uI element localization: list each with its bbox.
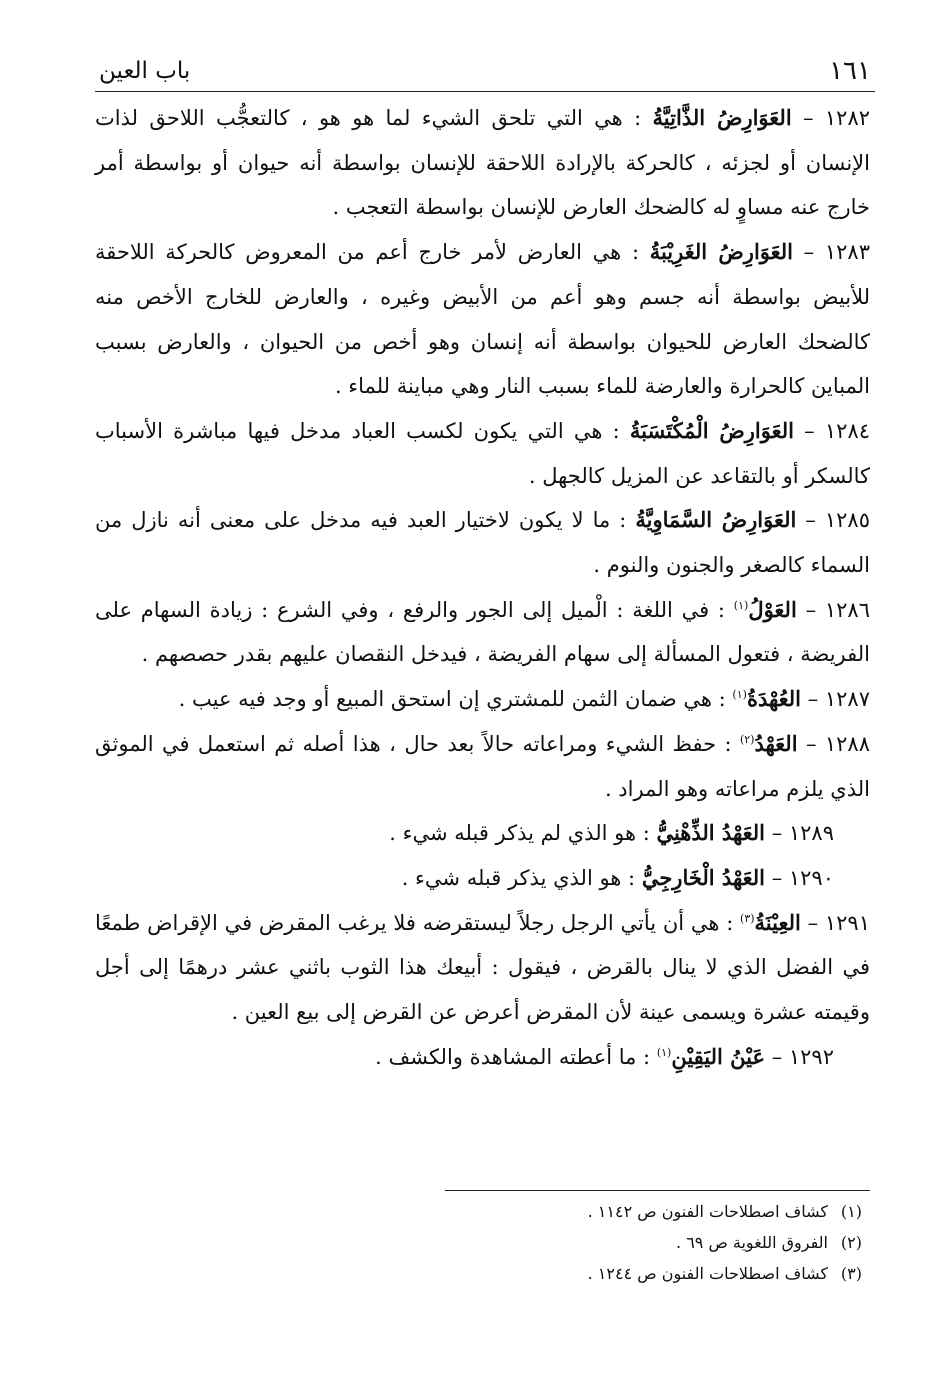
entry-number: ١٢٩١	[824, 910, 870, 935]
footnote-mark: (٢)	[840, 1233, 862, 1252]
entry-term: العَوَارِضُ الذَّاتِيَّةُ	[652, 105, 792, 130]
entry-term: عَيْنُ اليَقِيْنِ	[671, 1043, 766, 1069]
entry-definition: : هو الذي لم يذكر قبله شيء .	[389, 821, 657, 846]
entry-1291: ١٢٩١ – العِيْنَةُ$^{(٣)}$ : هي أن يأتي الرجل رجلاً ليستقرضه فلا يرغب المقرض في الإقراض طمعًا في الفضل الذي لا ينال بالقرض ، فيقول : أبيعك هذا الثوب باثني عشر درهمًا إلى أجل وقيمته عشرة ويسمى عينة لأن المقرض أعرض عن القرض إلى بيع العين .	[95, 909, 870, 1025]
entry-definition: : هي العارض لأمر خارج أعم من المعروض كالحركة اللاحقة للأبيض بواسطة أنه جسم وهو أعم من الأبيض وغيره ، والعارض للخارج الأخص منه كالضحك العارض للحيوان بواسطة أنه إنسان وهو أخص من الحيوان ، والعارض بسبب المباين كالحرارة والعارضة للماء بسبب النار وهي مباينة للماء .	[95, 240, 870, 399]
entry-number: ١٢٨٦	[824, 597, 870, 622]
running-header	[95, 48, 875, 92]
entry-1288: ١٢٨٨ – العَهْدُ$^{(٢)}$ : حفظ الشيء ومراعاته حالاً بعد حال ، هذا أصله ثم استعمل في الموثق الذي يلزم مراعاته وهو المراد .	[95, 730, 870, 801]
footnote-text: كشاف اصطلاحات الفنون ص ١٢٤٤ .	[587, 1264, 828, 1283]
entry-1284: ١٢٨٤ – العَوَارِضُ الْمُكْتَسَبَةُ : هي التي يكون لكسب العباد مدخل فيها مباشرة الأسباب كالسكر أو بالتقاعد عن المزيل كالجهل .	[95, 417, 871, 488]
footnote-mark: (١)	[840, 1202, 862, 1221]
entry-1282: ١٢٨٢ – العَوَارِضُ الذَّاتِيَّةُ : هي التي تلحق الشيء لما هو هو ، كالتعجُّب اللاحق لذات الإنسان أو لجزئه ، كالحركة بالإرادة اللاحقة للإنسان بواسطة أنه حيوان أو بواسطة أمر خارج عنه مساوٍ له كالضحك العارض للإنسان بواسطة التعجب .	[95, 105, 871, 220]
footnote-rule	[445, 1190, 870, 1191]
entry-1290: ١٢٩٠ – العَهْدُ الْخَارِجِيُّ : هو الذي يذكر قبله شيء .	[401, 864, 834, 890]
entry-definition: : حفظ الشيء ومراعاته حالاً بعد حال ، هذا أصله ثم استعمل في الموثق الذي يلزم مراعاته وهو المراد .	[95, 731, 870, 801]
entry-1283: ١٢٨٣ – العَوَارِضُ الغَرِيْبَةُ : هي العارض لأمر خارج أعم من المعروض كالحركة اللاحقة للأبيض بواسطة أنه جسم وهو أعم من الأبيض وغيره ، والعارض للخارج الأخص منه كالضحك العارض للحيوان بواسطة أنه إنسان وهو أخص من الحيوان ، والعارض بسبب المباين كالحرارة والعارضة للماء بسبب النار وهي مباينة للماء .	[95, 239, 870, 399]
entry-1289: ١٢٨٩ – العَهْدُ الذِّهْنِيُّ : هو الذي لم يذكر قبله شيء .	[389, 820, 834, 846]
entry-number: ١٢٨٥	[824, 508, 870, 533]
footnote-mark: (٣)	[840, 1264, 862, 1283]
entry-definition: : ما لا يكون لاختيار العبد فيه مدخل على معنى أنه نازل من السماء كالصغر والجنون والنوم .	[95, 508, 870, 578]
entry-number: ١٢٨٧	[824, 687, 870, 712]
entry-1285: ١٢٨٥ – العَوَارِضُ السَّمَاوِيَّةُ : ما لا يكون لاختيار العبد فيه مدخل على معنى أنه نازل من السماء كالصغر والجنون والنوم .	[95, 507, 870, 578]
entry-term: العِيْنَةُ	[754, 909, 801, 935]
entry-number: ١٢٨٨	[824, 731, 870, 756]
entry-definition: : هو الذي يذكر قبله شيء .	[401, 865, 642, 890]
entry-1292: ١٢٩٢ – عَيْنُ اليَقِيْنِ$^{(١)}$ : ما أعطته المشاهدة والكشف .	[375, 1043, 834, 1069]
entry-term: العُهْدَةُ	[746, 686, 802, 712]
footnote-2	[262, 1227, 862, 1258]
entry-term: العَوَارِضُ الْمُكْتَسَبَةُ	[629, 417, 794, 443]
entry-number: ١٢٩٢	[788, 1044, 834, 1069]
entry-definition: : في اللغة : الْميل إلى الجور والرفع ، وفي الشرع : زيادة السهام على الفريضة ، فتعول المسألة إلى سهام الفريضة ، فيدخل النقصان عليهم بقدر حصصهم .	[95, 597, 870, 667]
entry-number: ١٢٨٢	[824, 106, 871, 130]
entry-number: ١٢٩٠	[788, 865, 834, 890]
entry-1287: ١٢٨٧ – العُهْدَةُ$^{(١)}$ : هي ضمان الثمن للمشتري إن استحق المبيع أو وجد فيه عيب .	[178, 686, 870, 712]
entry-term: العَوَارِضُ السَّمَاوِيَّةُ	[635, 507, 797, 533]
entry-number: ١٢٨٤	[824, 418, 871, 443]
entry-term: العَهْدُ الْخَارِجِيُّ	[641, 864, 766, 890]
entry-definition: : هي التي تلحق الشيء لما هو هو ، كالتعجُّب اللاحق لذات الإنسان أو لجزئه ، كالحركة بالإرادة اللاحقة للإنسان بواسطة أنه حيوان أو بواسطة أمر خارج عنه مساوٍ له كالضحك العارض للإنسان بواسطة التعجب .	[95, 106, 870, 220]
footnote-1	[262, 1196, 862, 1227]
footnote-ref: (١)	[656, 1045, 672, 1059]
footnotes	[262, 1196, 862, 1289]
footnote-text: كشاف اصطلاحات الفنون ص ١١٤٢ .	[587, 1202, 828, 1221]
entry-term: العَهْدُ الذِّهْنِيُّ	[656, 820, 766, 846]
section-title: باب العين	[99, 58, 191, 84]
entry-definition: : هي التي يكون لكسب العباد مدخل فيها مباشرة الأسباب كالسكر أو بالتقاعد عن المزيل كالجهل .	[95, 418, 870, 488]
entry-term: العَوْلُ	[748, 596, 797, 622]
entry-term: العَهْدُ	[754, 730, 798, 756]
entry-term: العَوَارِضُ الغَرِيْبَةُ	[649, 239, 793, 265]
header-rule	[95, 91, 875, 92]
entry-1286: ١٢٨٦ – العَوْلُ$^{(١)}$ : في اللغة : الْميل إلى الجور والرفع ، وفي الشرع : زيادة السهام على الفريضة ، فتعول المسألة إلى سهام الفريضة ، فيدخل النقصان عليهم بقدر حصصهم .	[95, 596, 870, 667]
entry-number: ١٢٨٣	[824, 240, 870, 265]
footnote-ref: (٢)	[739, 732, 755, 746]
footnote-ref: (٣)	[740, 911, 755, 925]
footnote-3	[262, 1258, 862, 1289]
entry-definition: : هي ضمان الثمن للمشتري إن استحق المبيع أو وجد فيه عيب .	[178, 687, 733, 712]
footnote-ref: (١)	[733, 598, 749, 612]
footnote-ref: (١)	[732, 688, 747, 702]
entries-body	[95, 96, 870, 1079]
entry-definition: : هي أن يأتي الرجل رجلاً ليستقرضه فلا يرغب المقرض في الإقراض طمعًا في الفضل الذي لا ينال بالقرض ، فيقول : أبيعك هذا الثوب باثني عشر درهمًا إلى أجل وقيمته عشرة ويسمى عينة لأن المقرض أعرض عن القرض إلى بيع العين .	[95, 910, 870, 1025]
entry-number: ١٢٨٩	[788, 821, 834, 846]
page-number: ١٦١	[829, 56, 871, 86]
footnote-text: الفروق اللغوية ص ٦٩ .	[676, 1233, 828, 1252]
entry-definition: : ما أعطته المشاهدة والكشف .	[375, 1044, 657, 1069]
